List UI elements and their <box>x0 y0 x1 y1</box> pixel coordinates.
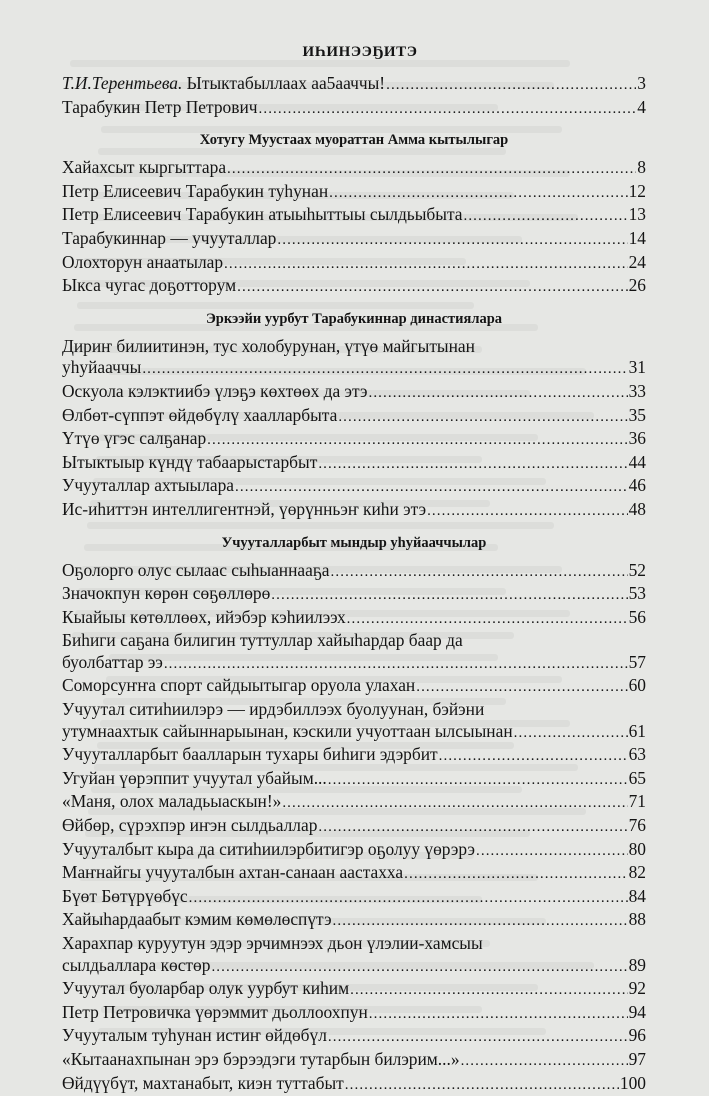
entry-title: Тарабукиннар — учууталлар <box>62 228 276 250</box>
leader-dots <box>237 277 627 299</box>
toc-entry <box>62 1025 646 1049</box>
entry-title: Петр Елисеевич Тарабукин атыыһыттыы сылдьыбыта <box>62 204 462 226</box>
entry-page-number: 96 <box>629 1025 646 1047</box>
toc-entry <box>62 499 646 523</box>
entry-page-number: 63 <box>629 744 646 766</box>
leader-dots <box>328 770 628 792</box>
entry-title: сылдьаллара көстөр <box>62 955 210 977</box>
entry-title: «Кытаанахпынан эрэ бэрээдэги тутарбын билэрим...» <box>62 1049 460 1071</box>
entry-title: Учууталым туһунан истиҥ өйдөбүл <box>62 1025 327 1047</box>
leader-dots <box>333 911 628 933</box>
leader-dots <box>404 864 627 886</box>
leader-dots <box>189 888 628 910</box>
entry-title: Ыкса чугас доҕотторум <box>62 275 236 297</box>
intro-entries <box>62 73 646 120</box>
entry-title: утумнаахтык сайыннарыынан, кэскили учуоттаан ылсыынан <box>62 721 513 743</box>
entry-page-number: 13 <box>629 204 646 226</box>
toc-entry <box>62 405 646 429</box>
entry-page-number: 52 <box>629 560 646 582</box>
toc-entry <box>62 721 646 745</box>
leader-dots <box>282 793 627 815</box>
leader-dots <box>514 723 628 745</box>
section-heading: Хотугу Муустаах муораттан Амма кытылыгар <box>62 132 646 149</box>
toc-entry <box>62 357 646 381</box>
entry-page-number: 4 <box>637 97 646 119</box>
entry-title: Петр Петровичка үөрэммит дьоллоохпун <box>62 1002 368 1024</box>
toc-entry <box>62 381 646 405</box>
leader-dots <box>224 254 628 276</box>
leader-dots <box>345 1075 619 1096</box>
leader-dots <box>271 585 627 607</box>
toc-entry <box>62 475 646 499</box>
entry-title-line: Дириҥ билиитинэн, тус холобурунан, үтүө майгытынан <box>62 336 646 358</box>
entry-page-number: 53 <box>629 583 646 605</box>
entry-page-number: 56 <box>629 607 646 629</box>
entry-title: Ытыктыыр күндү табаарыстарбыт <box>62 452 317 474</box>
page-title: ИҺИНЭЭҔИТЭ <box>74 44 646 61</box>
entry-title: уһуйааччы <box>62 357 141 379</box>
leader-dots <box>227 159 636 181</box>
entry-title: Хайыһардаабыт кэмим көмөлөспүтэ <box>62 909 332 931</box>
toc-section <box>62 132 646 299</box>
toc-entry <box>62 652 646 676</box>
entry-title: Учууталларбыт бааллaрын тухары биһиги эдэрбит <box>62 744 438 766</box>
toc-entry <box>62 768 646 792</box>
entry-title: Хайахсыт кыргыттара <box>62 157 226 179</box>
leader-dots <box>318 454 627 476</box>
toc-entry <box>62 157 646 181</box>
entry-page-number: 84 <box>629 886 646 908</box>
entry-page-number: 76 <box>629 815 646 837</box>
entry-page-number: 89 <box>629 955 646 977</box>
entry-title: Өйбөр, сүрэхпэр иҥэн сылдьаллар <box>62 815 317 837</box>
toc-section <box>62 311 646 523</box>
entry-page-number: 3 <box>637 73 646 95</box>
toc-entry <box>62 1002 646 1026</box>
leader-dots <box>463 206 627 228</box>
section-heading: Эркээйи уурбут Тарабукиннар династиялара <box>62 311 646 328</box>
entry-title: Учууталбыт кыра да ситиһиилэрбитигэр оҕолуу үөрэрэ <box>62 839 475 861</box>
entry-title-line: Учуутал ситиһиилэрэ — ирдэбиллээх буолуунан, бэйэни <box>62 699 646 721</box>
leader-dots <box>338 407 627 429</box>
toc-entry <box>62 1073 646 1096</box>
toc-entry <box>62 97 646 121</box>
toc-entry <box>62 839 646 863</box>
toc-entry <box>62 815 646 839</box>
entry-title: Соморсуҥҥа спорт сайдыытыгар оруола улахан <box>62 675 415 697</box>
entry-title: Тарабукин Петр Петрович <box>62 97 258 119</box>
toc-entry <box>62 181 646 205</box>
toc-entry <box>62 228 646 252</box>
leader-dots <box>235 477 628 499</box>
leader-dots <box>427 501 628 523</box>
entry-page-number: 8 <box>637 157 646 179</box>
leader-dots <box>211 957 627 979</box>
entry-page-number: 46 <box>629 475 646 497</box>
entry-page-number: 14 <box>629 228 646 250</box>
entry-page-number: 12 <box>629 181 646 203</box>
entry-title-line: Биһиги саҕана билигин туттуллар хайыһардар баар да <box>62 630 646 652</box>
entry-title: Маҥнайгы учууталбын ахтан-санаан аастахха <box>62 862 403 884</box>
toc-entry <box>62 73 646 97</box>
leader-dots <box>259 99 637 121</box>
entry-title: Учууталлар ахтыылара <box>62 475 234 497</box>
leader-dots <box>476 841 628 863</box>
entry-page-number: 26 <box>629 275 646 297</box>
leader-dots <box>386 75 636 97</box>
entry-title: Бүөт Бөтүрүөбүс <box>62 886 188 908</box>
entry-title: Петр Елисеевич Тарабукин туһунан <box>62 181 328 203</box>
table-of-contents-page <box>62 40 646 1096</box>
toc-entry <box>62 955 646 979</box>
toc-entry <box>62 978 646 1002</box>
entry-title: Ытыктабыллаах аа5ааччы! <box>187 73 385 93</box>
entry-page-number: 61 <box>629 721 646 743</box>
toc-entry <box>62 252 646 276</box>
entry-page-number: 71 <box>629 791 646 813</box>
entry-page-number: 44 <box>629 452 646 474</box>
entry-title: Учуутал буолaрбар олук уурбут киһим <box>62 978 349 1000</box>
entry-page-number: 35 <box>629 405 646 427</box>
leader-dots <box>347 609 628 631</box>
leader-dots <box>142 359 627 381</box>
toc-entry <box>62 583 646 607</box>
entry-page-number: 31 <box>629 357 646 379</box>
entry-title-line: Харахпар куруутун эдэр эрчимнээх дьон үлэлии-хамсыы <box>62 933 646 955</box>
leader-dots <box>207 430 627 452</box>
toc-entry <box>62 791 646 815</box>
toc-entry <box>62 862 646 886</box>
entry-title: Өйдүүбүт, махтанабыт, киэн туттабыт <box>62 1073 344 1095</box>
toc-entry <box>62 275 646 299</box>
entry-title: Олохторун анаатылар <box>62 252 223 274</box>
entry-title: Оскуола кэлэктиибэ үлэҕэ көхтөөх да этэ <box>62 381 367 403</box>
toc-entry <box>62 1049 646 1073</box>
toc-entry <box>62 886 646 910</box>
leader-dots <box>331 562 628 584</box>
entry-page-number: 48 <box>629 499 646 521</box>
entry-title: Ис-иһиттэн интеллигентнэй, үөрүнньэҥ киһи этэ <box>62 499 426 521</box>
leader-dots <box>318 817 627 839</box>
entry-page-number: 88 <box>629 909 646 931</box>
entry-title: Угуйан үөрэппит учуутал убайым... <box>62 768 327 790</box>
entry-page-number: 24 <box>629 252 646 274</box>
entry-page-number: 33 <box>629 381 646 403</box>
leader-dots <box>461 1051 628 1073</box>
entry-title: Үтүө үгэс салҕанар <box>62 428 206 450</box>
leader-dots <box>369 1004 628 1026</box>
toc-entry <box>62 428 646 452</box>
leader-dots <box>439 746 628 768</box>
entry-page-number: 60 <box>629 675 646 697</box>
leader-dots <box>328 1027 628 1049</box>
entry-author: Т.И.Терентьева. <box>62 73 182 93</box>
toc-entry <box>62 744 646 768</box>
toc-sections <box>62 132 646 1096</box>
entry-page-number: 92 <box>629 978 646 1000</box>
entry-page-number: 65 <box>629 768 646 790</box>
entry-title: Өлбөт-сүппэт өйдөбүлү хаалларбыта <box>62 405 337 427</box>
toc-entry <box>62 204 646 228</box>
leader-dots <box>368 383 627 405</box>
toc-entry <box>62 452 646 476</box>
entry-page-number: 97 <box>629 1049 646 1071</box>
toc-entry <box>62 909 646 933</box>
toc-entry <box>62 607 646 631</box>
leader-dots <box>329 183 627 205</box>
entry-page-number: 57 <box>629 652 646 674</box>
entry-page-number: 80 <box>629 839 646 861</box>
toc-entry <box>62 560 646 584</box>
entry-page-number: 82 <box>629 862 646 884</box>
entry-title: Кыайыы көтөллөөх, ийэбэр кэһиилээх <box>62 607 346 629</box>
entry-page-number: 94 <box>629 1002 646 1024</box>
leader-dots <box>416 677 627 699</box>
leader-dots <box>164 654 628 676</box>
toc-section <box>62 535 646 1096</box>
entry-page-number: 100 <box>620 1073 646 1095</box>
toc-entry <box>62 675 646 699</box>
entry-page-number: 36 <box>629 428 646 450</box>
entry-title: Значокпун көрөн сөҕөллөрө <box>62 583 270 605</box>
section-heading: Учууталларбыт мындыр уһуйааччылар <box>62 535 646 552</box>
leader-dots <box>350 980 628 1002</box>
leader-dots <box>277 230 627 252</box>
entry-title: «Маня, олох маладьыаскын!» <box>62 791 281 813</box>
entry-title: буолбаттар ээ <box>62 652 163 674</box>
entry-title: Оҕолорго олус сылаас сыһыаннааҕа <box>62 560 330 582</box>
